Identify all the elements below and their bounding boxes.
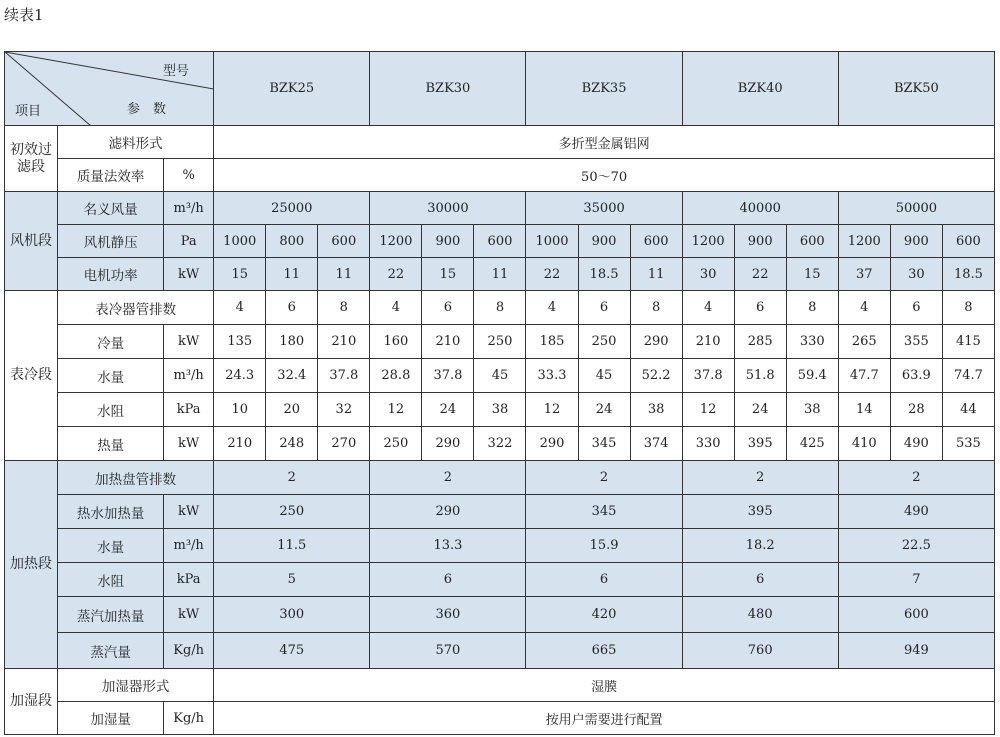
fan-power-value: 22 (526, 258, 578, 291)
fan-power-value: 22 (370, 258, 422, 291)
cooling-res-label: 水阻 (58, 393, 164, 427)
heating-steam-value: 665 (526, 633, 682, 669)
heating-steam_heat-value: 600 (838, 597, 994, 633)
heating-hw-value: 490 (838, 495, 994, 529)
cooling-heat-value: 535 (942, 427, 994, 461)
cooling-rows-value: 8 (318, 291, 370, 325)
heating-steam_heat-label: 蒸汽加热量 (58, 597, 164, 633)
heating-steam_heat-value: 480 (682, 597, 838, 633)
heating-rows-value: 2 (682, 461, 838, 495)
table-row (5, 597, 995, 633)
cooling-rows-value: 6 (578, 291, 630, 325)
cooling-cool-value: 415 (942, 325, 994, 359)
cooling-rows-value: 4 (526, 291, 578, 325)
table-row (5, 225, 995, 258)
cooling-rows-value: 4 (214, 291, 266, 325)
fan-air-value: 50000 (838, 192, 994, 225)
fan-press-value: 900 (734, 225, 786, 258)
heating-hw-label: 热水加热量 (58, 495, 164, 529)
cooling-water-value: 45 (578, 359, 630, 393)
cooling-water-value: 33.3 (526, 359, 578, 393)
filter-eff-value: 50～70 (214, 159, 995, 192)
cooling-rows-value: 8 (474, 291, 526, 325)
cooling-res-value: 12 (682, 393, 734, 427)
fan-press-value: 600 (474, 225, 526, 258)
fan-press-value: 900 (890, 225, 942, 258)
cooling-heat-value: 248 (266, 427, 318, 461)
cooling-rows-value: 8 (786, 291, 838, 325)
cooling-res-unit: kPa (164, 393, 214, 427)
table-row (5, 325, 995, 359)
fan-press-value: 1000 (214, 225, 266, 258)
cooling-rows-value: 8 (942, 291, 994, 325)
cooling-heat-value: 374 (630, 427, 682, 461)
heating-rows-value: 2 (214, 461, 370, 495)
table-row (5, 563, 995, 597)
cooling-water-value: 63.9 (890, 359, 942, 393)
table-row (5, 126, 995, 159)
cooling-heat-value: 210 (214, 427, 266, 461)
cooling-res-value: 14 (838, 393, 890, 427)
cooling-res-value: 44 (942, 393, 994, 427)
fan-press-value: 900 (578, 225, 630, 258)
heating-steam-value: 475 (214, 633, 370, 669)
table-row (5, 702, 995, 735)
table-row (5, 291, 995, 325)
cooling-rows-value: 6 (422, 291, 474, 325)
heating-steam-value: 949 (838, 633, 994, 669)
cooling-water-value: 32.4 (266, 359, 318, 393)
humid-type-value: 湿膜 (214, 669, 995, 702)
table-row (5, 258, 995, 291)
heating-rows-value: 2 (838, 461, 994, 495)
cooling-heat-value: 250 (370, 427, 422, 461)
fan-press-value: 1200 (370, 225, 422, 258)
heating-hw-value: 250 (214, 495, 370, 529)
cooling-water-value: 37.8 (682, 359, 734, 393)
table-row (5, 529, 995, 563)
cooling-res-value: 32 (318, 393, 370, 427)
cooling-cool-value: 210 (682, 325, 734, 359)
fan-press-value: 900 (422, 225, 474, 258)
heating-res-value: 6 (526, 563, 682, 597)
fan-power-value: 15 (786, 258, 838, 291)
heating-water-value: 11.5 (214, 529, 370, 563)
heating-rows-value: 2 (526, 461, 682, 495)
table-row (5, 393, 995, 427)
model-header: BZK40 (682, 52, 838, 126)
cooling-res-value: 28 (890, 393, 942, 427)
fan-air-value: 30000 (370, 192, 526, 225)
cooling-water-value: 24.3 (214, 359, 266, 393)
cooling-heat-value: 490 (890, 427, 942, 461)
cooling-water-value: 28.8 (370, 359, 422, 393)
heating-res-value: 7 (838, 563, 994, 597)
spec-table (4, 51, 995, 735)
table-row (5, 427, 995, 461)
cooling-cool-value: 290 (630, 325, 682, 359)
corner-header-cell (5, 52, 214, 126)
cooling-water-value: 74.7 (942, 359, 994, 393)
cooling-heat-value: 322 (474, 427, 526, 461)
fan-press-value: 1200 (682, 225, 734, 258)
filter-type-value: 多折型金属铝网 (214, 126, 995, 159)
cooling-cool-value: 285 (734, 325, 786, 359)
fan-power-value: 15 (214, 258, 266, 291)
heating-res-label: 水阻 (58, 563, 164, 597)
table-row (5, 359, 995, 393)
cooling-rows-value: 4 (838, 291, 890, 325)
filter-eff-label: 质量法效率 (58, 159, 164, 192)
cooling-water-value: 47.7 (838, 359, 890, 393)
cooling-cool-value: 210 (318, 325, 370, 359)
cooling-cool-value: 160 (370, 325, 422, 359)
heating-hw-value: 395 (682, 495, 838, 529)
filter-type-label: 滤料形式 (58, 126, 214, 159)
model-header: BZK50 (838, 52, 994, 126)
cooling-heat-unit: kW (164, 427, 214, 461)
cooling-cool-value: 265 (838, 325, 890, 359)
cooling-water-value: 37.8 (422, 359, 474, 393)
fan-air-value: 25000 (214, 192, 370, 225)
corner-param-label: 参 数 (127, 102, 167, 117)
cooling-heat-value: 290 (422, 427, 474, 461)
cooling-water-value: 45 (474, 359, 526, 393)
fan-press-value: 600 (318, 225, 370, 258)
fan-power-value: 22 (734, 258, 786, 291)
fan-press-value: 1200 (838, 225, 890, 258)
cooling-rows-value: 4 (682, 291, 734, 325)
cooling-water-unit: m³/h (164, 359, 214, 393)
heating-hw-value: 345 (526, 495, 682, 529)
cooling-res-value: 10 (214, 393, 266, 427)
table-row (5, 633, 995, 669)
section-fan: 风机段 (5, 192, 58, 291)
cooling-res-value: 12 (370, 393, 422, 427)
heating-water-value: 22.5 (838, 529, 994, 563)
humid-amount-unit: Kg/h (164, 702, 214, 735)
cooling-res-value: 24 (422, 393, 474, 427)
cooling-water-value: 37.8 (318, 359, 370, 393)
heating-steam_heat-value: 300 (214, 597, 370, 633)
filter-eff-unit: % (164, 159, 214, 192)
heating-water-value: 15.9 (526, 529, 682, 563)
cooling-rows-value: 6 (734, 291, 786, 325)
cooling-water-label: 水量 (58, 359, 164, 393)
fan-air-unit: m³/h (164, 192, 214, 225)
cooling-cool-value: 250 (474, 325, 526, 359)
cooling-res-value: 38 (786, 393, 838, 427)
heating-steam_heat-value: 420 (526, 597, 682, 633)
heating-res-unit: kPa (164, 563, 214, 597)
cooling-heat-value: 425 (786, 427, 838, 461)
fan-press-value: 600 (630, 225, 682, 258)
section-humid: 加湿段 (5, 669, 58, 735)
humid-type-label: 加湿器形式 (58, 669, 214, 702)
model-header: BZK30 (370, 52, 526, 126)
table-row (5, 52, 995, 126)
cooling-rows-label: 表冷器管排数 (58, 291, 214, 325)
cooling-res-value: 12 (526, 393, 578, 427)
humid-amount-value: 按用户需要进行配置 (214, 702, 995, 735)
fan-power-unit: kW (164, 258, 214, 291)
fan-power-value: 15 (422, 258, 474, 291)
cooling-heat-value: 330 (682, 427, 734, 461)
table-row (5, 159, 995, 192)
cooling-res-value: 38 (474, 393, 526, 427)
fan-press-value: 800 (266, 225, 318, 258)
model-header: BZK35 (526, 52, 682, 126)
heating-water-value: 18.2 (682, 529, 838, 563)
heating-water-unit: m³/h (164, 529, 214, 563)
fan-air-value: 40000 (682, 192, 838, 225)
fan-power-value: 11 (318, 258, 370, 291)
cooling-water-value: 52.2 (630, 359, 682, 393)
heating-water-label: 水量 (58, 529, 164, 563)
heating-steam-value: 570 (370, 633, 526, 669)
corner-item-label: 项目 (15, 104, 42, 119)
cooling-heat-value: 410 (838, 427, 890, 461)
heating-res-value: 6 (370, 563, 526, 597)
table-caption: 续表1 (4, 6, 44, 24)
fan-power-value: 18.5 (942, 258, 994, 291)
cooling-heat-value: 270 (318, 427, 370, 461)
cooling-cool-unit: kW (164, 325, 214, 359)
table-row (5, 495, 995, 529)
cooling-res-value: 24 (734, 393, 786, 427)
fan-press-label: 风机静压 (58, 225, 164, 258)
cooling-res-value: 24 (578, 393, 630, 427)
section-cooling: 表冷段 (5, 291, 58, 461)
cooling-cool-value: 250 (578, 325, 630, 359)
heating-hw-value: 290 (370, 495, 526, 529)
heating-res-value: 5 (214, 563, 370, 597)
fan-power-value: 37 (838, 258, 890, 291)
fan-press-value: 600 (786, 225, 838, 258)
fan-power-value: 11 (630, 258, 682, 291)
heating-steam-label: 蒸汽量 (58, 633, 164, 669)
cooling-rows-value: 6 (266, 291, 318, 325)
table-row (5, 669, 995, 702)
fan-power-value: 30 (682, 258, 734, 291)
cooling-heat-label: 热量 (58, 427, 164, 461)
fan-press-value: 600 (942, 225, 994, 258)
fan-power-value: 11 (266, 258, 318, 291)
heating-steam-unit: Kg/h (164, 633, 214, 669)
heating-steam_heat-value: 360 (370, 597, 526, 633)
cooling-heat-value: 395 (734, 427, 786, 461)
cooling-cool-label: 冷量 (58, 325, 164, 359)
cooling-cool-value: 210 (422, 325, 474, 359)
cooling-res-value: 38 (630, 393, 682, 427)
heating-steam-value: 760 (682, 633, 838, 669)
fan-air-value: 35000 (526, 192, 682, 225)
fan-power-label: 电机功率 (58, 258, 164, 291)
cooling-cool-value: 330 (786, 325, 838, 359)
humid-amount-label: 加湿量 (58, 702, 164, 735)
fan-power-value: 30 (890, 258, 942, 291)
heating-rows-label: 加热盘管排数 (58, 461, 214, 495)
corner-model-label: 型号 (163, 64, 190, 79)
fan-power-value: 11 (474, 258, 526, 291)
heating-steam_heat-unit: kW (164, 597, 214, 633)
cooling-heat-value: 345 (578, 427, 630, 461)
fan-press-unit: Pa (164, 225, 214, 258)
model-header: BZK25 (214, 52, 370, 126)
fan-press-value: 1000 (526, 225, 578, 258)
cooling-rows-value: 8 (630, 291, 682, 325)
table-row (5, 461, 995, 495)
cooling-res-value: 20 (266, 393, 318, 427)
section-heating: 加热段 (5, 461, 58, 669)
cooling-cool-value: 355 (890, 325, 942, 359)
cooling-water-value: 59.4 (786, 359, 838, 393)
heating-res-value: 6 (682, 563, 838, 597)
heating-hw-unit: kW (164, 495, 214, 529)
cooling-cool-value: 185 (526, 325, 578, 359)
fan-air-label: 名义风量 (58, 192, 164, 225)
cooling-rows-value: 6 (890, 291, 942, 325)
fan-power-value: 18.5 (578, 258, 630, 291)
section-filter: 初效过滤段 (5, 126, 58, 192)
cooling-cool-value: 180 (266, 325, 318, 359)
heating-water-value: 13.3 (370, 529, 526, 563)
cooling-water-value: 51.8 (734, 359, 786, 393)
heating-rows-value: 2 (370, 461, 526, 495)
cooling-rows-value: 4 (370, 291, 422, 325)
table-row (5, 192, 995, 225)
cooling-heat-value: 290 (526, 427, 578, 461)
cooling-cool-value: 135 (214, 325, 266, 359)
